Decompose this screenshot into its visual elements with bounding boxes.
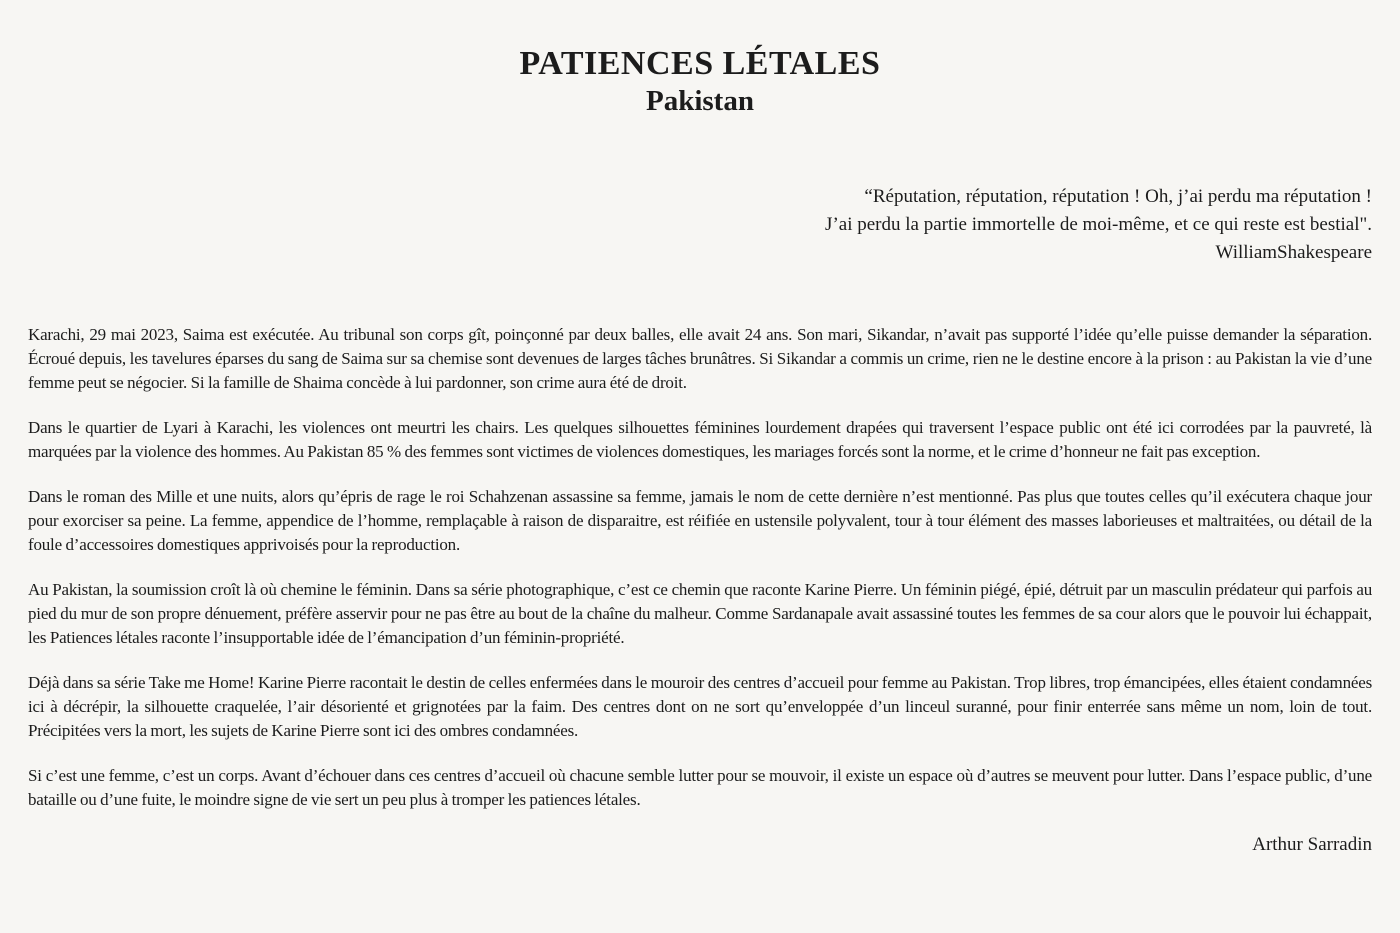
paragraph-lyari-violences: Dans le quartier de Lyari à Karachi, les violences ont meurtri les chairs. Les quelques silhouettes féminines lourdement drapées qui traversent l’espace public ont été ici corrodées par la pauvreté, là marquées par la violence des hommes. Au Pakistan 85 % des femmes sont victimes de violences domestiques, les mariages forcés sont la norme, et le crime d’honneur ne fait pas exception. [28, 418, 1372, 462]
paragraph-serie-photographique: Au Pakistan, la soumission croît là où chemine le féminin. Dans sa série photographique, c’est ce chemin que raconte Karine Pierre. Un féminin piégé, épié, détruit par un masculin prédateur qui parfois au pied du mur de son propre dénuement, préfère asservir pour ne pas être au bout de la chaîne du malheur. Comme Sardanapale avait assassiné toutes les femmes de sa cour alors que le pouvoir lui échappait, les Patiences létales raconte l’insupportable idée de l’émancipation d’un féminin-propriété. [28, 580, 1372, 648]
author-signature: Arthur Sarradin [1252, 834, 1372, 856]
epigraph-line-1: “Réputation, réputation, réputation ! Oh, j’ai perdu ma réputation ! [864, 186, 1372, 208]
paragraph-take-me-home: Déjà dans sa série Take me Home! Karine Pierre racontait le destin de celles enfermées dans le mouroir des centres d’accueil pour femme au Pakistan. Trop libres, trop émancipées, elles étaient condamnées ici à décrépir, la silhouette craquelée, l’air désorienté et grignotées par la faim. Des centres dont on ne sort qu’enveloppée d’un linceul suranné, pour finir enterrée sans même un nom, loin de tout. Précipitées vers la mort, les sujets de Karine Pierre sont ici des ombres condamnées. [28, 673, 1372, 741]
epigraph [28, 183, 1372, 267]
epigraph-line-2: J’ai perdu la partie immortelle de moi-même, et ce qui reste est bestial". [825, 214, 1372, 236]
paragraph-mille-et-une-nuits: Dans le roman des Mille et une nuits, alors qu’épris de rage le roi Schahzenan assassine sa femme, jamais le nom de cette dernière n’est mentionné. Pas plus que toutes celles qu’il exécutera chaque jour pour exorciser sa peine. La femme, appendice de l’homme, remplaçable à raison de disparaitre, est réifiée en ustensile polyvalent, tour à tour élément des masses laborieuses et maltraitées, ou détail de la foule d’accessoires domestiques apprivoisés pour la reproduction. [28, 487, 1372, 555]
epigraph-attribution: WilliamShakespeare [1215, 242, 1372, 264]
page-subtitle: Pakistan [646, 85, 754, 118]
masthead [28, 44, 1372, 119]
article-body [28, 323, 1372, 857]
page-title: PATIENCES LÉTALES [519, 45, 881, 82]
paragraph-conclusion: Si c’est une femme, c’est un corps. Avant d’échouer dans ces centres d’accueil où chacune semble lutter pour se mouvoir, il existe un espace où d’autres se meuvent pour lutter. Dans l’espace public, d’une bataille ou d’une fuite, le moindre signe de vie sert un peu plus à tromper les patiences létales. [28, 766, 1372, 810]
paragraph-karachi-execution: Karachi, 29 mai 2023, Saima est exécutée. Au tribunal son corps gît, poinçonné par deux balles, elle avait 24 ans. Son mari, Sikandar, n’avait pas supporté l’idée qu’elle puisse demander la séparation. Écroué depuis, les tavelures éparses du sang de Saima sur sa chemise sont devenues de larges tâches brunâtres. Si Sikandar a commis un crime, rien ne le destine encore à la prison : au Pakistan la vie d’une femme peut se négocier. Si la famille de Shaima concède à lui pardonner, son crime aura été de droit. [28, 325, 1372, 393]
